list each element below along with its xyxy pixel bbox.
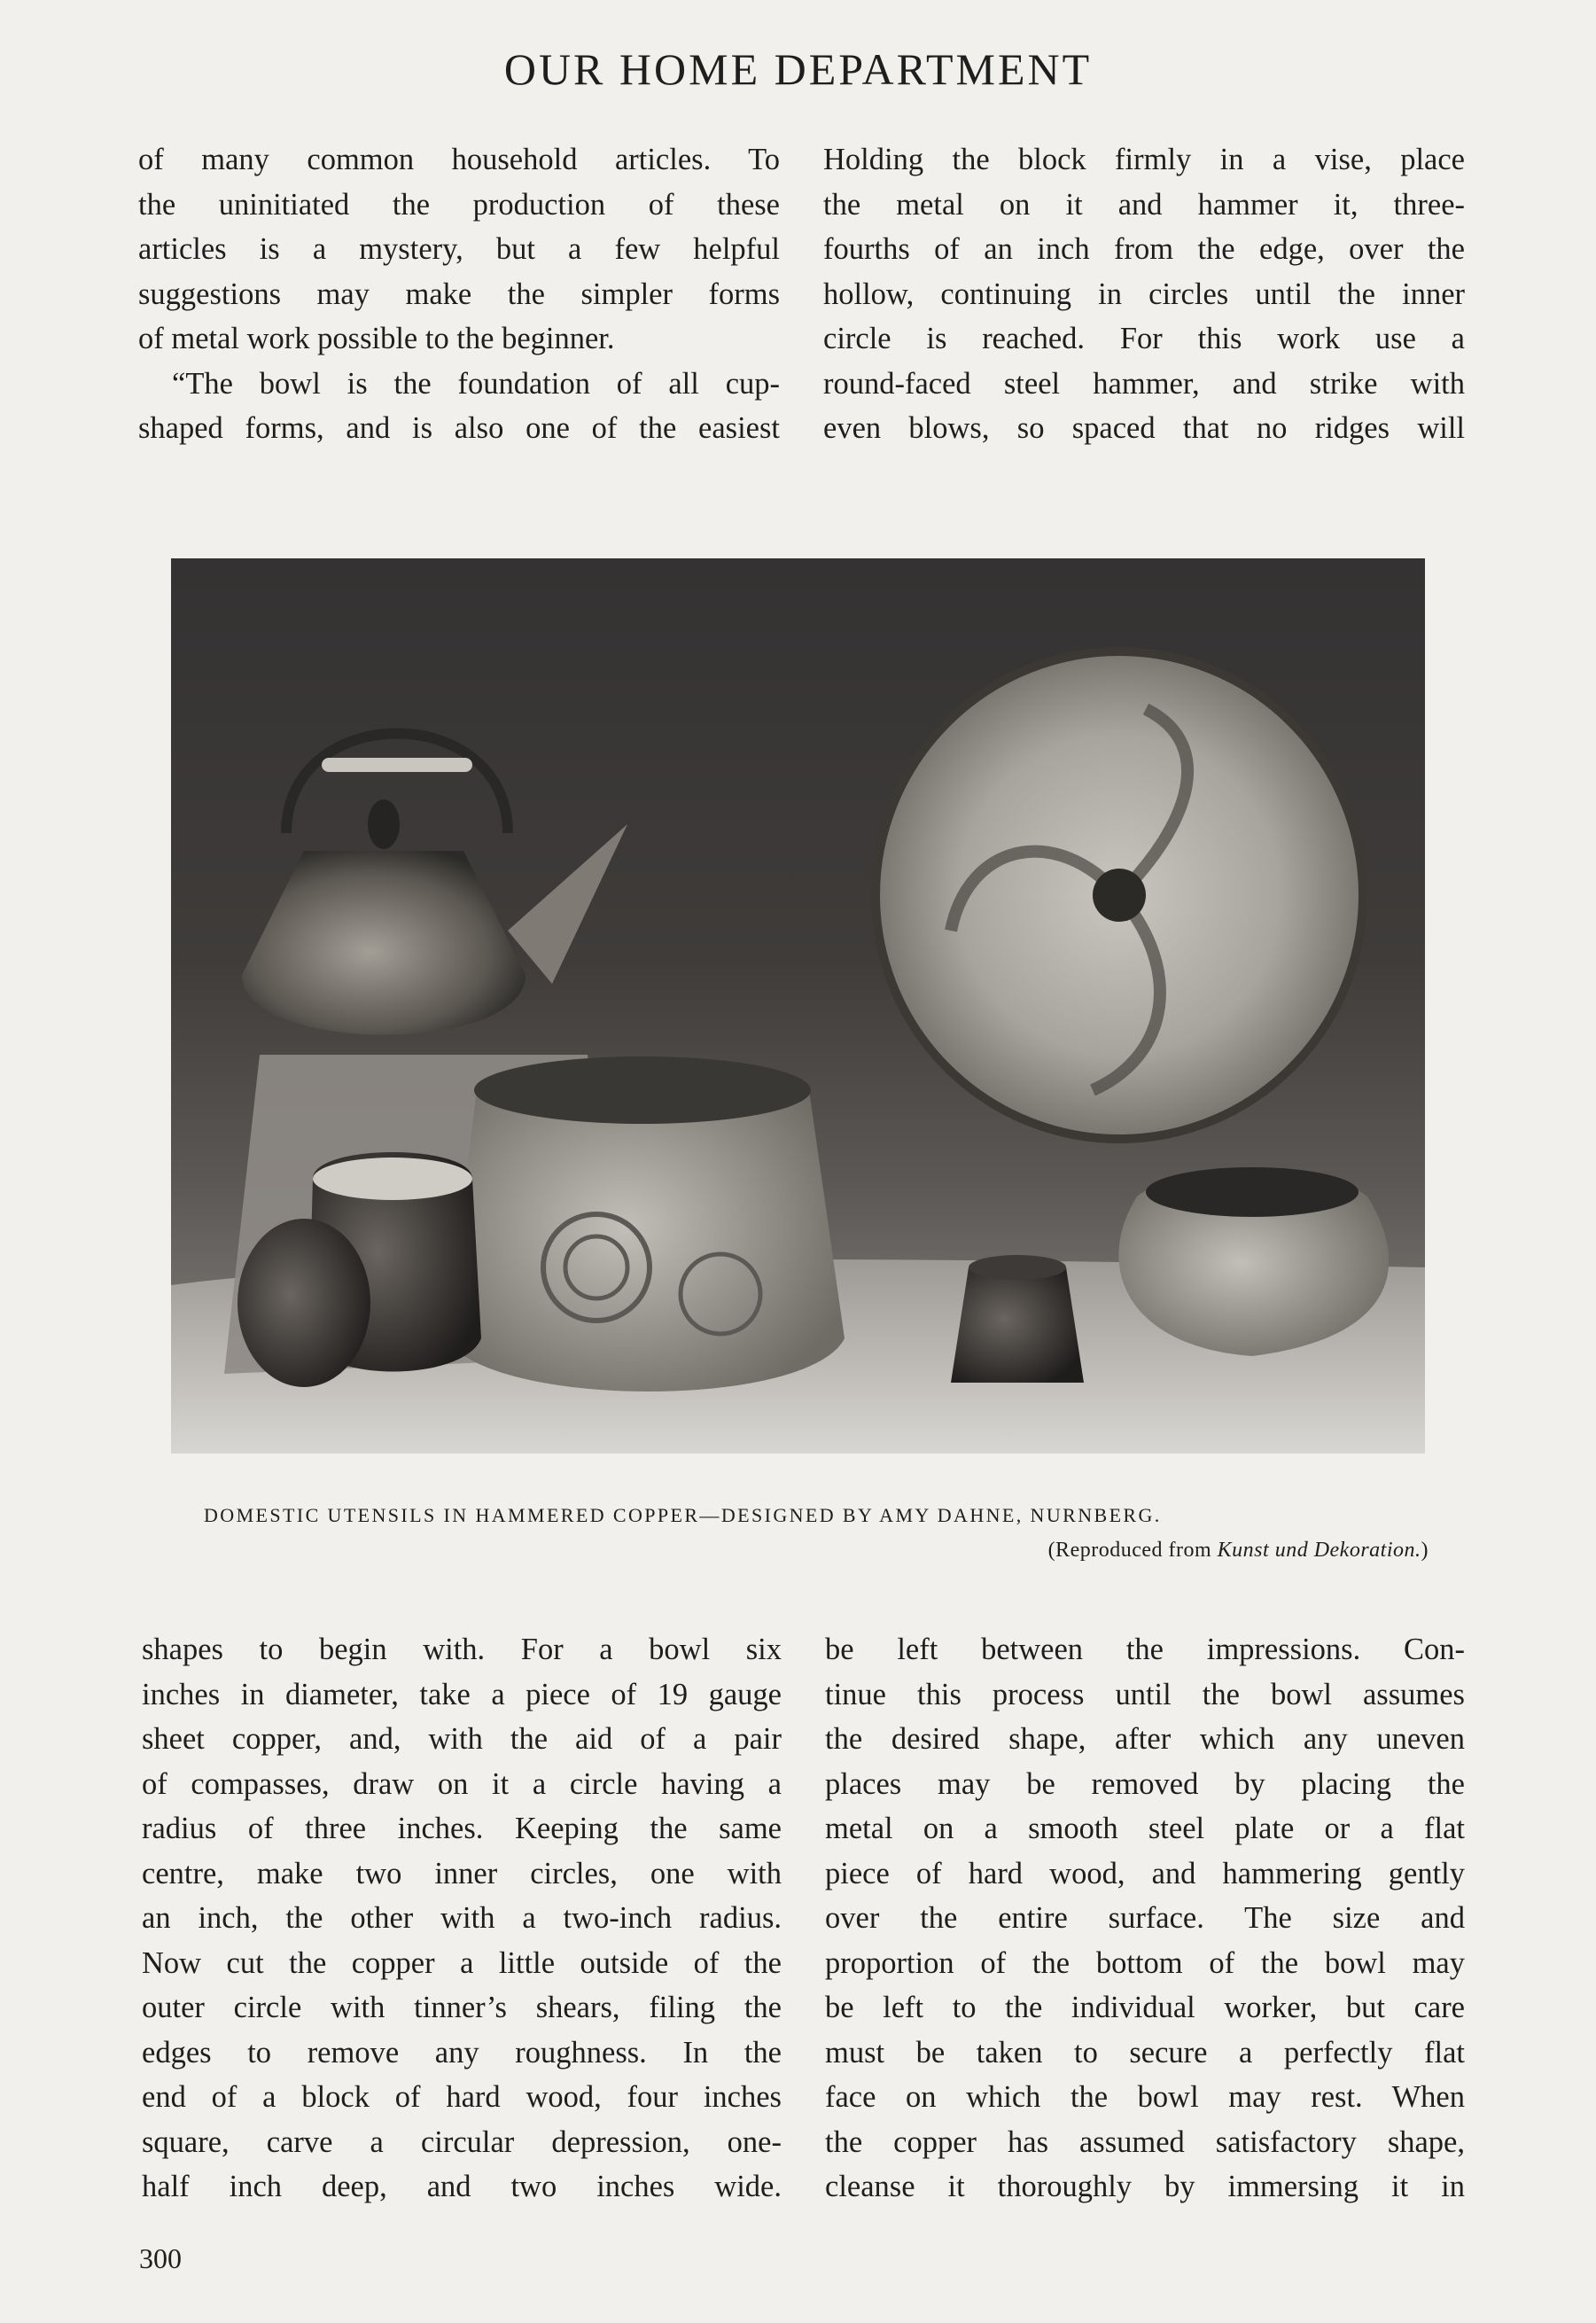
text-line: shaped forms, and is also one of the easiest (138, 411, 780, 445)
text-line: edges to remove any roughness. In the (142, 2035, 782, 2070)
text-line: shapes to begin with. For a bowl six (142, 1633, 782, 1666)
text-line: places may be removed by placing the (825, 1766, 1465, 1801)
text-line: hollow, continuing in circles until the inner (823, 277, 1465, 311)
text-line: sheet copper, and, with the aid of a pair (142, 1722, 782, 1756)
text-line: circle is reached. For this work use a (823, 322, 1465, 355)
column-bottom-left (142, 1627, 782, 2210)
text-line: the uninitiated the production of these (138, 187, 780, 222)
text-line: the metal on it and hammer it, three- (823, 187, 1465, 222)
text-line: be left to the individual worker, but care (825, 1991, 1465, 2024)
text-line: round-faced steel hammer, and strike with (823, 366, 1465, 401)
text-line: centre, make two inner circles, one with (142, 1856, 782, 1890)
text-line: inches in diameter, take a piece of 19 gauge (142, 1677, 782, 1711)
text-line: “The bowl is the foundation of all cup- (172, 366, 780, 401)
figure-credit (886, 1539, 1429, 1563)
text-line: Holding the block firmly in a vise, place (823, 143, 1465, 176)
page-number: 300 (139, 2242, 182, 2274)
column-bottom-right (825, 1627, 1465, 2210)
text-line: half inch deep, and two inches wide. (142, 2170, 782, 2203)
text-line: proportion of the bottom of the bowl may (825, 1945, 1465, 1980)
page-title: OUR HOME DEPARTMENT (503, 44, 1093, 94)
photo-illustration (171, 558, 1425, 1454)
text-line: outer circle with tinner’s shears, filing the (142, 1991, 782, 2024)
text-line: the copper has assumed satisfactory shape, (825, 2124, 1465, 2159)
figure-caption: DOMESTIC UTENSILS IN HAMMERED COPPER—DESIGNED BY AMY DAHNE, NURNBERG. (204, 1504, 1162, 1526)
kettle (242, 851, 526, 1035)
small-cup (951, 1267, 1084, 1383)
text-line: radius of three inches. Keeping the same (142, 1812, 782, 1845)
text-line: fourths of an inch from the edge, over the (823, 232, 1465, 266)
text-line: must be taken to secure a perfectly flat (825, 2035, 1465, 2070)
text-line: of many common household articles. To (138, 143, 780, 176)
text-line: suggestions may make the simpler forms (138, 277, 780, 311)
text-line: tinue this process until the bowl assumes (825, 1677, 1465, 1711)
text-line: metal on a smooth steel plate or a flat (825, 1812, 1465, 1845)
column-top-left (138, 137, 780, 451)
text-line: piece of hard wood, and hammering gently (825, 1856, 1465, 1890)
jar-lid (237, 1219, 370, 1387)
copper-utensils-photo (171, 558, 1425, 1454)
text-line: of metal work possible to the beginner. (138, 322, 615, 355)
credit-suffix: ) (1421, 1539, 1429, 1562)
text-line: face on which the bowl may rest. When (825, 2080, 1465, 2114)
credit-prefix: (Reproduced from (1047, 1539, 1218, 1562)
text-line: even blows, so spaced that no ridges will (823, 411, 1465, 445)
text-line: an inch, the other with a two-inch radius. (142, 1901, 782, 1935)
text-line: the desired shape, after which any uneven (825, 1722, 1465, 1756)
text-line: cleanse it thoroughly by immersing it in (825, 2170, 1465, 2203)
text-line: Now cut the copper a little outside of the (142, 1945, 782, 1980)
kettle-spout (508, 824, 627, 984)
text-line: articles is a mystery, but a few helpful (138, 232, 780, 266)
credit-title: Kunst und Dekoration. (1217, 1539, 1421, 1562)
text-line: square, carve a circular depression, one- (142, 2124, 782, 2159)
text-line: of compasses, draw on it a circle having a (142, 1766, 782, 1801)
text-line: over the entire surface. The size and (825, 1901, 1465, 1935)
text-line: be left between the impressions. Con- (825, 1633, 1465, 1666)
text-line: end of a block of hard wood, four inches (142, 2080, 782, 2114)
column-top-right (823, 137, 1465, 451)
